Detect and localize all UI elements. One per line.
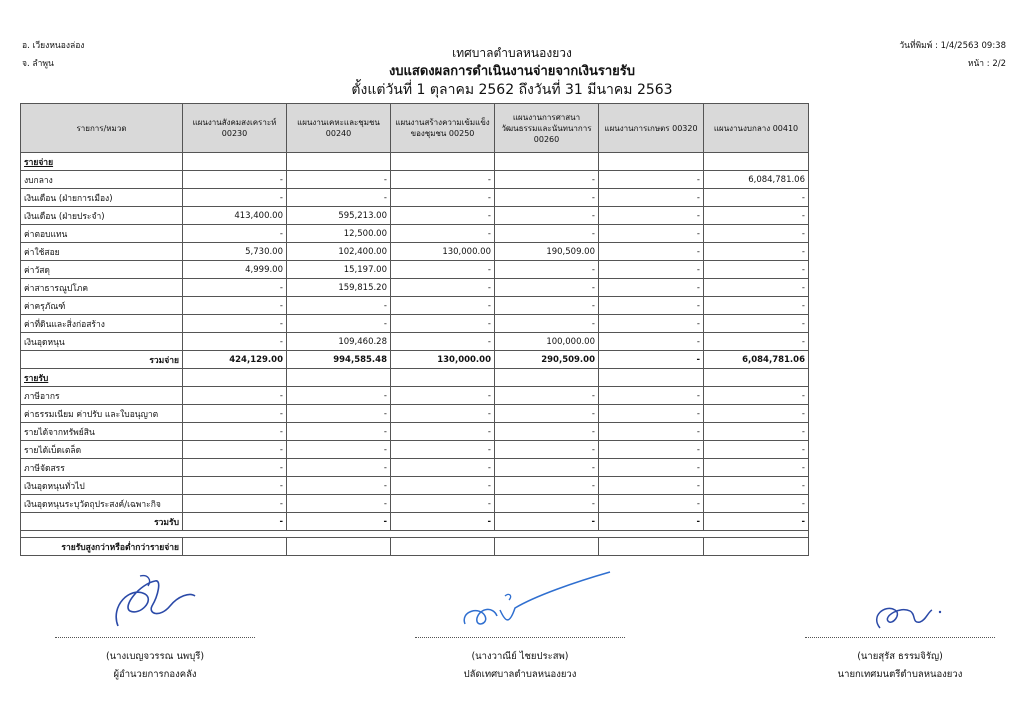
cell-value: - (391, 513, 495, 531)
cell-value: - (495, 279, 599, 297)
cell-value: - (287, 189, 391, 207)
column-header: แผนงานสังคมสงเคราะห์ 00230 (183, 104, 287, 153)
table-row (21, 333, 809, 351)
signature-line (415, 637, 625, 638)
cell-value: - (495, 459, 599, 477)
section-label: รายจ่าย (21, 153, 183, 171)
column-header: แผนงานงบกลาง 00410 (704, 104, 809, 153)
cell-value (704, 538, 809, 556)
balance-row (21, 538, 809, 556)
page-number: หน้า : 2/2 (967, 59, 1006, 69)
cell-value: - (599, 189, 704, 207)
cell-value: - (183, 477, 287, 495)
row-label: รายได้จากทรัพย์สิน (21, 423, 183, 441)
report-table (20, 103, 809, 556)
table-header-row (21, 104, 809, 153)
cell-value: - (287, 387, 391, 405)
cell-value: - (287, 495, 391, 513)
cell-value: - (391, 207, 495, 225)
cell-value (287, 538, 391, 556)
table-row (21, 261, 809, 279)
cell-value: - (391, 477, 495, 495)
cell-value: - (704, 243, 809, 261)
table-row (21, 279, 809, 297)
cell-value: - (287, 477, 391, 495)
cell-value: 4,999.00 (183, 261, 287, 279)
cell-value: - (599, 423, 704, 441)
cell-value: - (704, 297, 809, 315)
table-row (21, 495, 809, 513)
row-label: เงินเดือน (ฝ่ายการเมือง) (21, 189, 183, 207)
cell-value: - (599, 243, 704, 261)
cell-value: - (495, 207, 599, 225)
cell-value: - (599, 297, 704, 315)
cell-value (599, 369, 704, 387)
row-label: ภาษีจัดสรร (21, 459, 183, 477)
cell-value: 290,509.00 (495, 351, 599, 369)
cell-value: - (599, 333, 704, 351)
cell-value: - (183, 189, 287, 207)
signer-name: (นางเบญจวรรณ นพบุรี) (105, 651, 205, 662)
table-row (21, 315, 809, 333)
row-label: ค่าธรรมเนียม ค่าปรับ และใบอนุญาต (21, 405, 183, 423)
cell-value: - (495, 495, 599, 513)
cell-value: 15,197.00 (287, 261, 391, 279)
cell-value: - (599, 351, 704, 369)
row-label: เงินอุดหนุน (21, 333, 183, 351)
row-label: งบกลาง (21, 171, 183, 189)
cell-value: - (183, 459, 287, 477)
cell-value: - (391, 297, 495, 315)
cell-value: - (391, 171, 495, 189)
cell-value: - (495, 297, 599, 315)
cell-value: - (183, 513, 287, 531)
signer-position: ปลัดเทศบาลตำบลหนองยวง (463, 669, 577, 680)
cell-value: 130,000.00 (391, 243, 495, 261)
cell-value: - (183, 405, 287, 423)
cell-value: - (391, 279, 495, 297)
row-label: รวมจ่าย (21, 351, 183, 369)
table-row (21, 405, 809, 423)
cell-value: - (599, 405, 704, 423)
cell-value (495, 369, 599, 387)
cell-value: - (599, 171, 704, 189)
cell-value: - (183, 315, 287, 333)
cell-value: - (704, 261, 809, 279)
row-label: ค่าครุภัณฑ์ (21, 297, 183, 315)
signer-name: (นางวาณีย์ ไชยประสพ) (471, 651, 569, 662)
cell-value: - (391, 189, 495, 207)
row-label: ภาษีอากร (21, 387, 183, 405)
cell-value: - (287, 441, 391, 459)
table-row (21, 189, 809, 207)
cell-value: - (287, 315, 391, 333)
cell-value: - (495, 189, 599, 207)
cell-value: - (183, 423, 287, 441)
print-date: วันที่พิมพ์ : 1/4/2563 09:38 (899, 41, 1006, 51)
cell-value: - (391, 261, 495, 279)
cell-value: - (599, 315, 704, 333)
cell-value: - (599, 477, 704, 495)
cell-value: 595,213.00 (287, 207, 391, 225)
total-row-expense (21, 351, 809, 369)
cell-value: - (704, 333, 809, 351)
cell-value: - (599, 261, 704, 279)
signer-position: ผู้อำนวยการกองคลัง (113, 669, 197, 680)
cell-value: - (704, 477, 809, 495)
province-label: จ. ลำพูน (22, 59, 54, 69)
cell-value: - (495, 423, 599, 441)
cell-value: - (704, 279, 809, 297)
table-row (21, 441, 809, 459)
table-row (21, 207, 809, 225)
signer-name: (นายสุรัส ธรรมจิรัญ) (857, 651, 943, 662)
cell-value: - (183, 279, 287, 297)
row-label: ค่าวัสดุ (21, 261, 183, 279)
row-label: รวมรับ (21, 513, 183, 531)
cell-value: - (704, 225, 809, 243)
column-header: แผนงานการเกษตร 00320 (599, 104, 704, 153)
row-label: รายรับสูงกว่าหรือต่ำกว่ารายจ่าย (21, 538, 183, 556)
cell-value: - (287, 171, 391, 189)
cell-value: - (495, 477, 599, 495)
cell-value: - (183, 297, 287, 315)
signer-position: นายกเทศมนตรีตำบลหนองยวง (837, 669, 963, 680)
org-title: เทศบาลตำบลหนองยวง (452, 46, 572, 60)
cell-value (704, 369, 809, 387)
cell-value: - (287, 405, 391, 423)
cell-value: 6,084,781.06 (704, 351, 809, 369)
cell-value (287, 369, 391, 387)
cell-value: - (391, 495, 495, 513)
cell-value: - (183, 495, 287, 513)
row-label: เงินอุดหนุนระบุวัตถุประสงค์/เฉพาะกิจ (21, 495, 183, 513)
cell-value: - (391, 405, 495, 423)
column-header: แผนงานสร้างความเข้มแข็งของชุมชน 00250 (391, 104, 495, 153)
row-label: ค่าที่ดินและสิ่งก่อสร้าง (21, 315, 183, 333)
row-label: ค่าใช้สอย (21, 243, 183, 261)
cell-value: - (495, 315, 599, 333)
column-header: แผนงานการศาสนา วัฒนธรรมและนันทนาการ 00260 (495, 104, 599, 153)
signature-mark (840, 566, 960, 634)
cell-value: - (183, 225, 287, 243)
cell-value: - (495, 225, 599, 243)
section-row-expense (21, 153, 809, 171)
cell-value: - (599, 387, 704, 405)
cell-value: - (495, 387, 599, 405)
cell-value: - (391, 315, 495, 333)
cell-value: - (391, 225, 495, 243)
cell-value: - (391, 333, 495, 351)
row-label: เงินอุดหนุนทั่วไป (21, 477, 183, 495)
spacer-cell (21, 531, 809, 538)
table-row (21, 387, 809, 405)
cell-value: - (391, 441, 495, 459)
cell-value: 994,585.48 (287, 351, 391, 369)
report-period: ตั้งแต่วันที่ 1 ตุลาคม 2562 ถึงวันที่ 31 มีนาคม 2563 (351, 82, 673, 98)
cell-value: - (183, 441, 287, 459)
cell-value: - (183, 387, 287, 405)
table-row (21, 423, 809, 441)
signature-block-mayor (790, 566, 1010, 684)
cell-value: - (704, 441, 809, 459)
total-row-income (21, 513, 809, 531)
cell-value: - (287, 423, 391, 441)
signature-mark (100, 566, 210, 634)
table-row (21, 225, 809, 243)
cell-value: 6,084,781.06 (704, 171, 809, 189)
cell-value: - (704, 387, 809, 405)
table-row (21, 243, 809, 261)
cell-value: 109,460.28 (287, 333, 391, 351)
cell-value: - (599, 513, 704, 531)
cell-value: 159,815.20 (287, 279, 391, 297)
signature-block-clerk (405, 566, 635, 684)
cell-value: - (599, 441, 704, 459)
cell-value: - (287, 297, 391, 315)
cell-value: - (391, 387, 495, 405)
table-row (21, 459, 809, 477)
cell-value: - (495, 441, 599, 459)
cell-value: - (704, 513, 809, 531)
cell-value: - (183, 333, 287, 351)
cell-value: - (495, 513, 599, 531)
cell-value: - (599, 459, 704, 477)
district-label: อ. เวียงหนองล่อง (22, 41, 85, 51)
cell-value: - (495, 405, 599, 423)
report-title: งบแสดงผลการดำเนินงานจ่ายจากเงินรายรับ (388, 64, 636, 79)
cell-value (183, 538, 287, 556)
cell-value: - (495, 171, 599, 189)
row-label: ค่าสาธารณูปโภค (21, 279, 183, 297)
section-label: รายรับ (21, 369, 183, 387)
cell-value: - (599, 225, 704, 243)
cell-value: - (704, 315, 809, 333)
signature-block-finance (40, 566, 270, 684)
cell-value: - (599, 207, 704, 225)
cell-value: 413,400.00 (183, 207, 287, 225)
table-row (21, 477, 809, 495)
cell-value: - (391, 423, 495, 441)
signature-line (805, 637, 995, 638)
row-label: เงินเดือน (ฝ่ายประจำ) (21, 207, 183, 225)
cell-value: 424,129.00 (183, 351, 287, 369)
row-label: รายได้เบ็ดเตล็ด (21, 441, 183, 459)
cell-value: - (704, 207, 809, 225)
cell-value: 190,509.00 (495, 243, 599, 261)
cell-value (599, 538, 704, 556)
cell-value (183, 369, 287, 387)
row-label: ค่าตอบแทน (21, 225, 183, 243)
cell-value: 130,000.00 (391, 351, 495, 369)
cell-value: - (704, 459, 809, 477)
table-row (21, 171, 809, 189)
cell-value: - (287, 513, 391, 531)
cell-value: - (599, 279, 704, 297)
cell-value: - (599, 495, 704, 513)
cell-value: 100,000.00 (495, 333, 599, 351)
cell-value: 5,730.00 (183, 243, 287, 261)
cell-value (391, 538, 495, 556)
column-header: แผนงานเคหะและชุมชน 00240 (287, 104, 391, 153)
cell-value: - (704, 423, 809, 441)
cell-value: 102,400.00 (287, 243, 391, 261)
cell-value: - (704, 405, 809, 423)
section-row-income (21, 369, 809, 387)
cell-value: - (704, 495, 809, 513)
cell-value: 12,500.00 (287, 225, 391, 243)
cell-value: - (704, 189, 809, 207)
cell-value (391, 369, 495, 387)
cell-value: - (287, 459, 391, 477)
signature-mark (405, 566, 635, 634)
cell-value: - (391, 459, 495, 477)
cell-value: - (183, 171, 287, 189)
cell-value (495, 538, 599, 556)
cell-value: - (495, 261, 599, 279)
table-row (21, 297, 809, 315)
signature-line (55, 637, 255, 638)
column-header: รายการ/หมวด (21, 104, 183, 153)
spacer-row (21, 531, 809, 538)
